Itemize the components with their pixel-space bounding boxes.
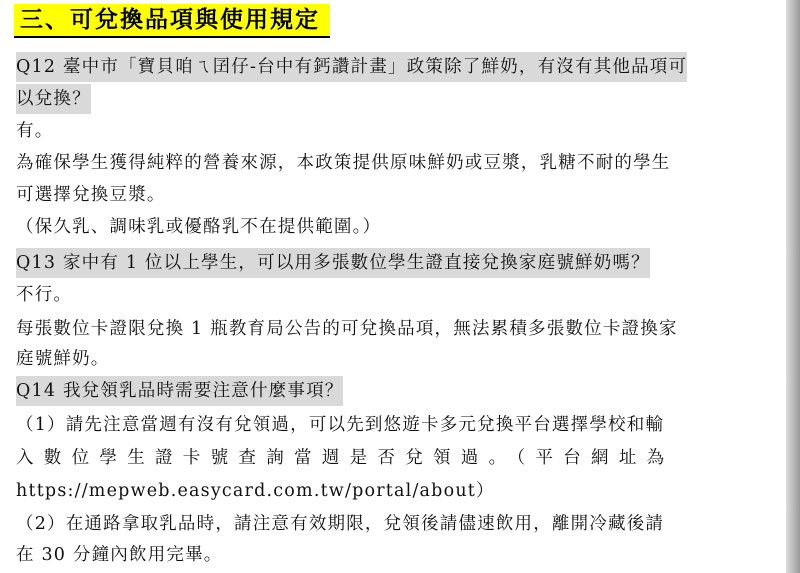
answer-q12-note: （保久乳、調味乳或優酪乳不在提供範圍。） (16, 217, 382, 237)
answer-q14-item-1-line-2: 入數位學生證卡號查詢當週是否兌領過。（平台網址為 (16, 448, 675, 468)
question-q12-line-2: 以兌換？ (16, 84, 91, 114)
question-q12-line-1: Q12 臺中市「寶貝咱ㄟ囝仔-台中有鈣讚計畫」政策除了鮮奶，有沒有其他品項可 (16, 52, 687, 82)
page-edge-shadow (786, 0, 800, 573)
answer-q14-item-2-line-2: 在 30 分鐘內飲用完畢。 (16, 545, 223, 565)
section-title: 三、可兌換品項與使用規定 (14, 4, 330, 38)
answer-q12-short: 有。 (16, 121, 54, 141)
answer-q14-item-2-line-1: （2）在通路拿取乳品時，請注意有效期限，兌領後請儘速飲用，離開冷藏後請 (16, 514, 665, 534)
answer-q13-line-2: 庭號鮮奶。 (16, 349, 110, 369)
question-q14: Q14 我兌領乳品時需要注意什麼事項？ (16, 376, 343, 406)
answer-q13-line-1: 每張數位卡證限兌換 1 瓶教育局公告的可兌換品項，無法累積多張數位卡證換家 (16, 319, 678, 339)
answer-q12-line-1: 為確保學生獲得純粹的營養來源，本政策提供原味鮮奶或豆漿，乳糖不耐的學生 (16, 153, 671, 173)
question-q13: Q13 家中有 1 位以上學生，可以用多張數位學生證直接兌換家庭號鮮奶嗎？ (16, 248, 650, 278)
platform-url: https://mepweb.easycard.com.tw/portal/about） (16, 481, 495, 501)
answer-q14-item-1-line-1: （1）請先注意當週有沒有兌領過，可以先到悠遊卡多元兌換平台選擇學校和輸 (16, 415, 665, 435)
answer-q13-short: 不行。 (16, 285, 73, 305)
answer-q12-line-2: 可選擇兌換豆漿。 (16, 185, 166, 205)
